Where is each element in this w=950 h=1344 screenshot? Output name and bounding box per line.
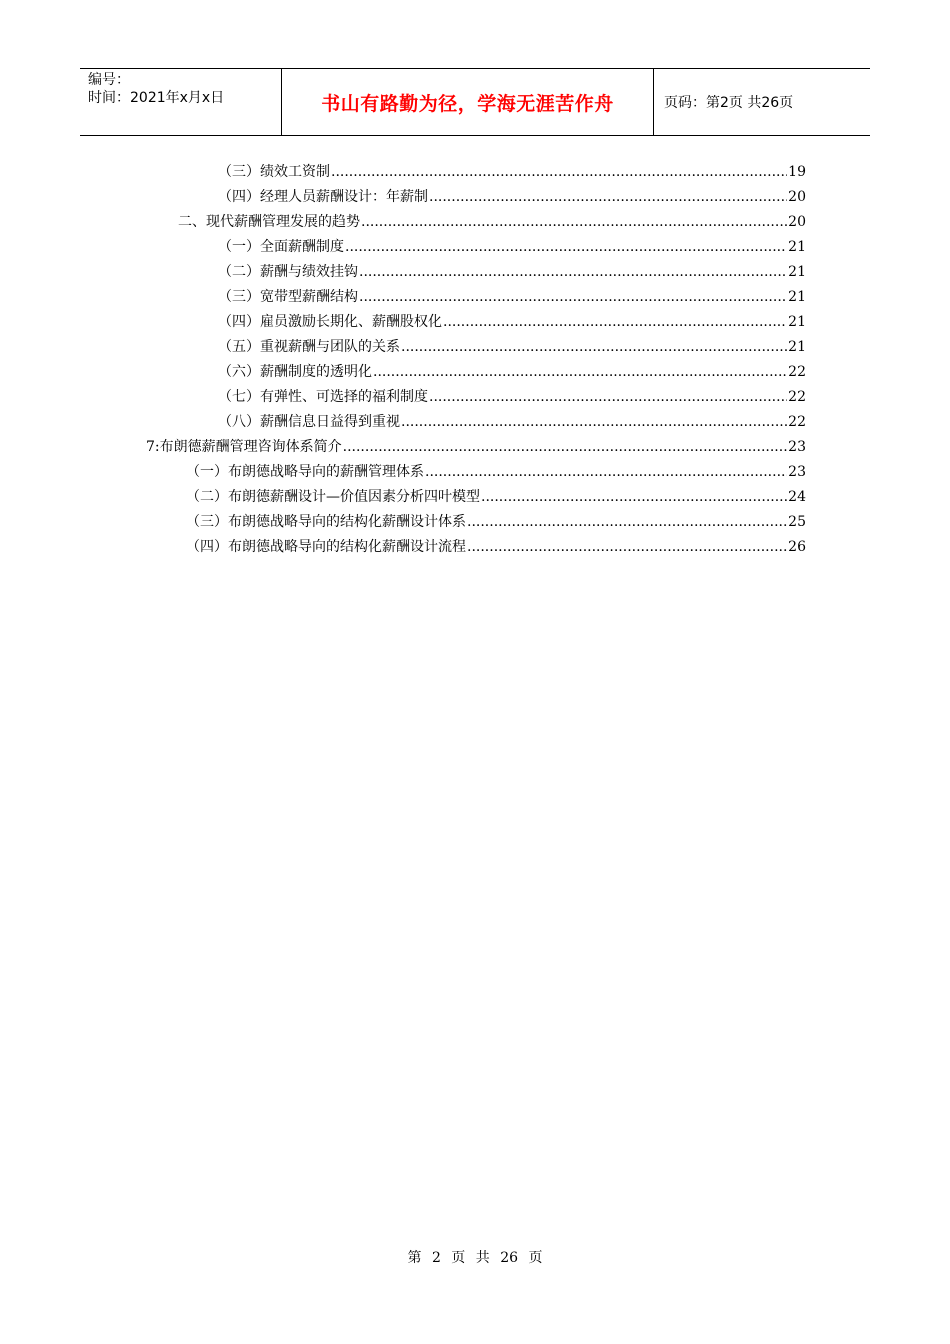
toc-entry[interactable] (218, 235, 806, 259)
toc-entry-title: （六）薪酬制度的透明化 (218, 364, 372, 380)
toc-entry-title: （八）薪酬信息日益得到重视 (218, 414, 400, 430)
toc-leader-dots (425, 460, 787, 484)
toc-entry-page: 23 (788, 439, 806, 455)
toc-entry-page: 21 (788, 289, 806, 305)
toc-leader-dots (443, 310, 787, 334)
toc-entry[interactable] (218, 360, 806, 384)
toc-leader-dots (331, 160, 787, 184)
toc-entry-page: 26 (788, 539, 806, 555)
toc-entry[interactable] (218, 285, 806, 309)
toc-entry[interactable] (186, 460, 806, 484)
toc-entry[interactable] (186, 535, 806, 559)
toc-entry-title: （二）布朗德薪酬设计—价值因素分析四叶模型 (186, 489, 480, 505)
toc-entry-page: 23 (788, 464, 806, 480)
toc-entry[interactable] (186, 485, 806, 509)
toc-leader-dots (467, 535, 787, 559)
toc-entry[interactable] (218, 310, 806, 334)
toc-entry-title: （三）宽带型薪酬结构 (218, 289, 358, 305)
toc-entry-title: （四）布朗德战略导向的结构化薪酬设计流程 (186, 539, 466, 555)
toc-leader-dots (429, 185, 787, 209)
toc-entry[interactable] (146, 435, 806, 459)
toc-entry-title: （三）布朗德战略导向的结构化薪酬设计体系 (186, 514, 466, 530)
toc-entry-page: 24 (788, 489, 806, 505)
toc-entry-page: 21 (788, 239, 806, 255)
toc-entry-title: 二、现代薪酬管理发展的趋势 (178, 214, 360, 230)
toc-entry[interactable] (218, 260, 806, 284)
toc-entry[interactable] (218, 160, 806, 184)
toc-entry-title: （四）雇员激励长期化、薪酬股权化 (218, 314, 442, 330)
document-number-label: 编号： (88, 72, 130, 88)
toc-entry-title: （七）有弹性、可选择的福利制度 (218, 389, 428, 405)
header-page-info: 页码：第2页 共26页 (664, 95, 794, 111)
toc-entry-title: （二）薪酬与绩效挂钩 (218, 264, 358, 280)
toc-leader-dots (401, 335, 787, 359)
toc-leader-dots (345, 235, 787, 259)
toc-leader-dots (429, 385, 787, 409)
toc-leader-dots (467, 510, 787, 534)
toc-entry[interactable] (218, 410, 806, 434)
toc-entry[interactable] (186, 510, 806, 534)
toc-entry-page: 21 (788, 314, 806, 330)
toc-entry-title: （四）经理人员薪酬设计：年薪制 (218, 189, 428, 205)
header-motto: 书山有路勤为径，学海无涯苦作舟 (282, 69, 654, 135)
toc-leader-dots (481, 485, 787, 509)
toc-entry-page: 22 (788, 414, 806, 430)
toc-entry-page: 20 (788, 189, 806, 205)
toc-leader-dots (401, 410, 787, 434)
toc-entry-title: （一）布朗德战略导向的薪酬管理体系 (186, 464, 424, 480)
toc-entry-page: 20 (788, 214, 806, 230)
toc-entry[interactable] (178, 210, 806, 234)
page-header (80, 68, 870, 136)
document-time-label: 时间：2021年x月x日 (88, 90, 225, 106)
toc-leader-dots (359, 260, 787, 284)
toc-entry[interactable] (218, 385, 806, 409)
toc-entry-title: 7:布朗德薪酬管理咨询体系简介 (146, 439, 342, 455)
toc-entry-page: 21 (788, 339, 806, 355)
toc-entry[interactable] (218, 185, 806, 209)
toc-entry-title: （五）重视薪酬与团队的关系 (218, 339, 400, 355)
toc-entry-page: 25 (788, 514, 806, 530)
toc-entry-title: （三）绩效工资制 (218, 164, 330, 180)
toc-entry-title: （一）全面薪酬制度 (218, 239, 344, 255)
toc-entry-page: 22 (788, 364, 806, 380)
toc-leader-dots (361, 210, 787, 234)
toc-leader-dots (343, 435, 788, 459)
toc-entry[interactable] (218, 335, 806, 359)
toc-entry-page: 22 (788, 389, 806, 405)
toc-entry-page: 19 (788, 164, 806, 180)
toc-leader-dots (373, 360, 787, 384)
toc-leader-dots (359, 285, 787, 309)
page-footer: 第 2 页 共 26 页 (407, 1250, 543, 1266)
header-meta (80, 69, 282, 135)
toc-entry-page: 21 (788, 264, 806, 280)
